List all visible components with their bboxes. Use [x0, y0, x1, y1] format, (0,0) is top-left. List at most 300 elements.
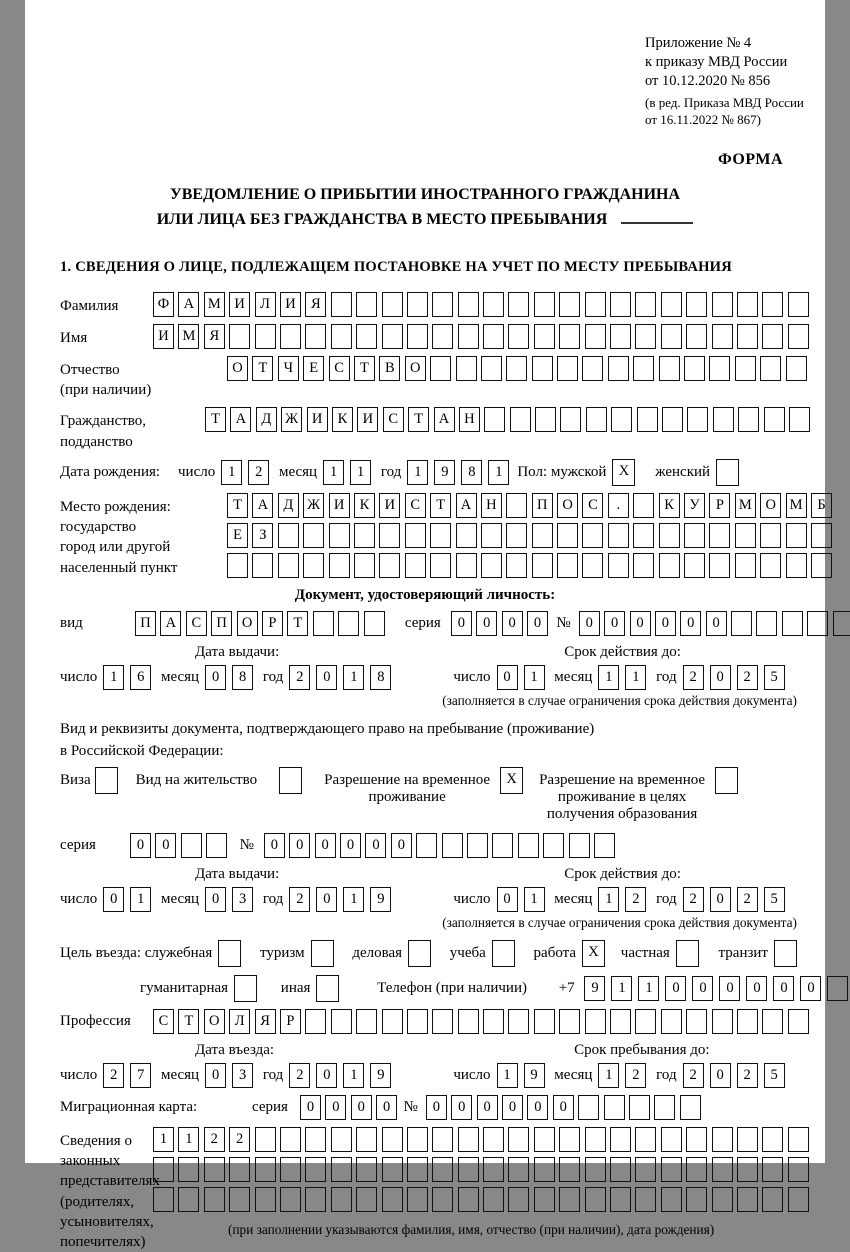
char-cell[interactable]: Р	[280, 1009, 301, 1034]
char-cell[interactable]	[760, 523, 781, 548]
char-cell[interactable]: 0	[451, 1095, 472, 1120]
char-cell[interactable]	[407, 1157, 428, 1182]
char-cell[interactable]	[635, 1157, 656, 1182]
char-cell[interactable]: 0	[155, 833, 176, 858]
char-cell[interactable]	[432, 1157, 453, 1182]
char-cell[interactable]	[709, 523, 730, 548]
char-cell[interactable]: 2	[204, 1127, 225, 1152]
char-cell[interactable]	[432, 324, 453, 349]
char-cell[interactable]	[712, 1157, 733, 1182]
char-cell[interactable]	[95, 767, 118, 794]
char-cell[interactable]	[382, 1009, 403, 1034]
char-cell[interactable]	[535, 407, 556, 432]
char-cell[interactable]: Б	[811, 493, 832, 518]
char-cell[interactable]: 1	[221, 460, 242, 485]
char-cell[interactable]	[255, 1187, 276, 1212]
char-cell[interactable]	[559, 324, 580, 349]
char-cell[interactable]	[586, 407, 607, 432]
char-cell[interactable]: 0	[365, 833, 386, 858]
char-cell[interactable]	[738, 407, 759, 432]
char-cell[interactable]	[712, 292, 733, 317]
char-cell[interactable]	[279, 767, 302, 794]
char-cell[interactable]	[534, 324, 555, 349]
char-cell[interactable]: М	[178, 324, 199, 349]
char-cell[interactable]: С	[186, 611, 207, 636]
char-cell[interactable]: 0	[719, 976, 740, 1001]
char-cell[interactable]: 0	[527, 611, 548, 636]
char-cell[interactable]	[483, 1009, 504, 1034]
char-cell[interactable]	[442, 833, 463, 858]
char-cell[interactable]	[684, 553, 705, 578]
char-cell[interactable]	[827, 976, 848, 1001]
char-cell[interactable]: Я	[204, 324, 225, 349]
char-cell[interactable]: 1	[103, 665, 124, 690]
char-cell[interactable]: 9	[584, 976, 605, 1001]
char-cell[interactable]: 1	[625, 665, 646, 690]
char-cell[interactable]	[456, 523, 477, 548]
char-cell[interactable]: И	[307, 407, 328, 432]
char-cell[interactable]	[585, 324, 606, 349]
char-cell[interactable]	[686, 1009, 707, 1034]
char-cell[interactable]	[153, 1187, 174, 1212]
char-cell[interactable]	[735, 523, 756, 548]
char-cell[interactable]: 8	[370, 665, 391, 690]
char-cell[interactable]	[604, 1095, 625, 1120]
char-cell[interactable]	[178, 1157, 199, 1182]
char-cell[interactable]: 2	[625, 887, 646, 912]
char-cell[interactable]	[786, 356, 807, 381]
char-cell[interactable]	[280, 1187, 301, 1212]
char-cell[interactable]: 0	[665, 976, 686, 1001]
char-cell[interactable]	[506, 553, 527, 578]
char-cell[interactable]	[788, 1009, 809, 1034]
char-cell[interactable]	[331, 1127, 352, 1152]
char-cell[interactable]: 0	[497, 665, 518, 690]
char-cell[interactable]	[483, 1187, 504, 1212]
char-cell[interactable]	[458, 324, 479, 349]
char-cell[interactable]	[559, 1157, 580, 1182]
char-cell[interactable]: И	[229, 292, 250, 317]
char-cell[interactable]	[379, 553, 400, 578]
char-cell[interactable]	[633, 523, 654, 548]
char-cell[interactable]	[458, 1009, 479, 1034]
char-cell[interactable]: Н	[459, 407, 480, 432]
char-cell[interactable]	[610, 324, 631, 349]
char-cell[interactable]	[303, 553, 324, 578]
char-cell[interactable]: Е	[227, 523, 248, 548]
char-cell[interactable]	[594, 833, 615, 858]
char-cell[interactable]: А	[434, 407, 455, 432]
char-cell[interactable]	[611, 407, 632, 432]
char-cell[interactable]	[311, 940, 334, 967]
char-cell[interactable]	[331, 1009, 352, 1034]
char-cell[interactable]	[676, 940, 699, 967]
char-cell[interactable]	[737, 1009, 758, 1034]
char-cell[interactable]	[354, 523, 375, 548]
char-cell[interactable]	[559, 292, 580, 317]
char-cell[interactable]	[305, 1187, 326, 1212]
char-cell[interactable]: 0	[502, 611, 523, 636]
char-cell[interactable]	[329, 553, 350, 578]
char-cell[interactable]: 0	[103, 887, 124, 912]
char-cell[interactable]: 2	[103, 1063, 124, 1088]
char-cell[interactable]	[255, 324, 276, 349]
char-cell[interactable]	[715, 767, 738, 794]
char-cell[interactable]	[382, 1157, 403, 1182]
char-cell[interactable]: М	[204, 292, 225, 317]
char-cell[interactable]	[557, 523, 578, 548]
char-cell[interactable]: 0	[391, 833, 412, 858]
char-cell[interactable]: И	[329, 493, 350, 518]
char-cell[interactable]: 0	[706, 611, 727, 636]
char-cell[interactable]: 1	[153, 1127, 174, 1152]
char-cell[interactable]: 1	[350, 460, 371, 485]
char-cell[interactable]	[762, 1187, 783, 1212]
char-cell[interactable]: 5	[764, 1063, 785, 1088]
char-cell[interactable]	[735, 553, 756, 578]
char-cell[interactable]	[407, 1187, 428, 1212]
char-cell[interactable]	[687, 407, 708, 432]
char-cell[interactable]: М	[786, 493, 807, 518]
char-cell[interactable]: 1	[488, 460, 509, 485]
char-cell[interactable]	[585, 292, 606, 317]
char-cell[interactable]	[585, 1009, 606, 1034]
char-cell[interactable]: Я	[255, 1009, 276, 1034]
char-cell[interactable]: О	[760, 493, 781, 518]
char-cell[interactable]	[483, 324, 504, 349]
char-cell[interactable]	[458, 1127, 479, 1152]
char-cell[interactable]: 1	[524, 665, 545, 690]
char-cell[interactable]	[316, 975, 339, 1002]
char-cell[interactable]	[483, 292, 504, 317]
char-cell[interactable]: 0	[579, 611, 600, 636]
char-cell[interactable]: 0	[130, 833, 151, 858]
char-cell[interactable]	[181, 833, 202, 858]
char-cell[interactable]	[680, 1095, 701, 1120]
char-cell[interactable]	[229, 324, 250, 349]
char-cell[interactable]	[506, 493, 527, 518]
char-cell[interactable]: 1	[323, 460, 344, 485]
char-cell[interactable]	[206, 833, 227, 858]
char-cell[interactable]: К	[659, 493, 680, 518]
char-cell[interactable]	[585, 1187, 606, 1212]
char-cell[interactable]: Д	[256, 407, 277, 432]
char-cell[interactable]: 0	[773, 976, 794, 1001]
char-cell[interactable]	[305, 324, 326, 349]
char-cell[interactable]	[737, 1187, 758, 1212]
char-cell[interactable]	[534, 292, 555, 317]
char-cell[interactable]: 1	[130, 887, 151, 912]
char-cell[interactable]: 0	[497, 887, 518, 912]
char-cell[interactable]	[432, 1187, 453, 1212]
char-cell[interactable]	[633, 553, 654, 578]
char-cell[interactable]	[382, 324, 403, 349]
char-cell[interactable]	[481, 523, 502, 548]
char-cell[interactable]: 0	[351, 1095, 372, 1120]
char-cell[interactable]: .	[608, 493, 629, 518]
char-cell[interactable]	[760, 356, 781, 381]
char-cell[interactable]: 1	[343, 887, 364, 912]
char-cell[interactable]: 2	[289, 665, 310, 690]
char-cell[interactable]	[760, 553, 781, 578]
char-cell[interactable]	[629, 1095, 650, 1120]
char-cell[interactable]: И	[357, 407, 378, 432]
char-cell[interactable]	[543, 833, 564, 858]
char-cell[interactable]: О	[237, 611, 258, 636]
char-cell[interactable]	[582, 553, 603, 578]
char-cell[interactable]	[610, 1187, 631, 1212]
char-cell[interactable]	[762, 1009, 783, 1034]
char-cell[interactable]	[534, 1009, 555, 1034]
char-cell[interactable]	[610, 292, 631, 317]
char-cell[interactable]	[635, 1127, 656, 1152]
char-cell[interactable]	[782, 611, 803, 636]
char-cell[interactable]	[484, 407, 505, 432]
char-cell[interactable]	[532, 553, 553, 578]
char-cell[interactable]	[833, 611, 850, 636]
char-cell[interactable]: Р	[262, 611, 283, 636]
char-cell[interactable]	[280, 1157, 301, 1182]
char-cell[interactable]	[762, 1157, 783, 1182]
char-cell[interactable]	[786, 553, 807, 578]
char-cell[interactable]: Ч	[278, 356, 299, 381]
char-cell[interactable]	[313, 611, 334, 636]
char-cell[interactable]: 0	[800, 976, 821, 1001]
char-cell[interactable]: 5	[764, 887, 785, 912]
char-cell[interactable]: А	[456, 493, 477, 518]
char-cell[interactable]	[534, 1127, 555, 1152]
char-cell[interactable]	[356, 1157, 377, 1182]
char-cell[interactable]	[774, 940, 797, 967]
char-cell[interactable]	[635, 1009, 656, 1034]
char-cell[interactable]: П	[135, 611, 156, 636]
char-cell[interactable]	[508, 1157, 529, 1182]
char-cell[interactable]: Т	[287, 611, 308, 636]
char-cell[interactable]	[483, 1157, 504, 1182]
char-cell[interactable]: 3	[232, 887, 253, 912]
char-cell[interactable]: Т	[430, 493, 451, 518]
char-cell[interactable]	[430, 523, 451, 548]
char-cell[interactable]	[661, 1127, 682, 1152]
char-cell[interactable]	[686, 324, 707, 349]
char-cell[interactable]: А	[160, 611, 181, 636]
char-cell[interactable]: 2	[737, 887, 758, 912]
char-cell[interactable]	[331, 1157, 352, 1182]
char-cell[interactable]	[506, 356, 527, 381]
char-cell[interactable]	[582, 356, 603, 381]
char-cell[interactable]	[458, 1187, 479, 1212]
char-cell[interactable]: 2	[289, 887, 310, 912]
char-cell[interactable]: И	[153, 324, 174, 349]
char-cell[interactable]	[510, 407, 531, 432]
char-cell[interactable]: 2	[289, 1063, 310, 1088]
char-cell[interactable]	[178, 1187, 199, 1212]
char-cell[interactable]	[661, 1157, 682, 1182]
char-cell[interactable]: 1	[343, 665, 364, 690]
char-cell[interactable]	[713, 407, 734, 432]
char-cell[interactable]	[458, 292, 479, 317]
char-cell[interactable]	[582, 523, 603, 548]
char-cell[interactable]: К	[354, 493, 375, 518]
char-cell[interactable]: 0	[630, 611, 651, 636]
char-cell[interactable]	[712, 1009, 733, 1034]
char-cell[interactable]: 1	[598, 1063, 619, 1088]
char-cell[interactable]: С	[405, 493, 426, 518]
char-cell[interactable]: 9	[370, 1063, 391, 1088]
char-cell[interactable]: Ф	[153, 292, 174, 317]
char-cell[interactable]	[229, 1157, 250, 1182]
char-cell[interactable]	[234, 975, 257, 1002]
char-cell[interactable]	[762, 324, 783, 349]
char-cell[interactable]: 2	[683, 887, 704, 912]
char-cell[interactable]: Т	[227, 493, 248, 518]
char-cell[interactable]	[684, 356, 705, 381]
char-cell[interactable]: Е	[303, 356, 324, 381]
char-cell[interactable]	[456, 356, 477, 381]
char-cell[interactable]	[608, 553, 629, 578]
char-cell[interactable]	[788, 324, 809, 349]
char-cell[interactable]	[432, 1009, 453, 1034]
char-cell[interactable]	[637, 407, 658, 432]
char-cell[interactable]: 0	[451, 611, 472, 636]
char-cell[interactable]	[532, 356, 553, 381]
char-cell[interactable]	[559, 1009, 580, 1034]
char-cell[interactable]	[811, 553, 832, 578]
char-cell[interactable]	[686, 1187, 707, 1212]
char-cell[interactable]	[807, 611, 828, 636]
char-cell[interactable]	[255, 1127, 276, 1152]
char-cell[interactable]	[481, 553, 502, 578]
char-cell[interactable]: 0	[316, 887, 337, 912]
char-cell[interactable]: 1	[638, 976, 659, 1001]
char-cell[interactable]	[764, 407, 785, 432]
char-cell[interactable]	[633, 356, 654, 381]
char-cell[interactable]: О	[227, 356, 248, 381]
char-cell[interactable]: 0	[655, 611, 676, 636]
char-cell[interactable]: С	[582, 493, 603, 518]
char-cell[interactable]	[331, 292, 352, 317]
char-cell[interactable]: 0	[710, 665, 731, 690]
char-cell[interactable]	[662, 407, 683, 432]
char-cell[interactable]	[508, 1127, 529, 1152]
char-cell[interactable]: Л	[229, 1009, 250, 1034]
char-cell[interactable]	[456, 553, 477, 578]
char-cell[interactable]	[492, 833, 513, 858]
char-cell[interactable]	[204, 1157, 225, 1182]
char-cell[interactable]	[610, 1127, 631, 1152]
char-cell[interactable]	[382, 292, 403, 317]
char-cell[interactable]: 2	[683, 665, 704, 690]
char-cell[interactable]	[762, 292, 783, 317]
char-cell[interactable]: 0	[527, 1095, 548, 1120]
char-cell[interactable]	[610, 1009, 631, 1034]
char-cell[interactable]: Я	[305, 292, 326, 317]
char-cell[interactable]	[534, 1187, 555, 1212]
char-cell[interactable]: К	[332, 407, 353, 432]
char-cell[interactable]: 0	[746, 976, 767, 1001]
char-cell[interactable]	[483, 1127, 504, 1152]
char-cell[interactable]	[737, 324, 758, 349]
char-cell[interactable]: 0	[300, 1095, 321, 1120]
char-cell[interactable]	[218, 940, 241, 967]
char-cell[interactable]	[329, 523, 350, 548]
char-cell[interactable]: 1	[497, 1063, 518, 1088]
char-cell[interactable]	[305, 1157, 326, 1182]
char-cell[interactable]: 7	[130, 1063, 151, 1088]
char-cell[interactable]: 0	[710, 887, 731, 912]
char-cell[interactable]	[610, 1157, 631, 1182]
char-cell[interactable]: 6	[130, 665, 151, 690]
char-cell[interactable]	[508, 324, 529, 349]
char-cell[interactable]: Т	[178, 1009, 199, 1034]
char-cell[interactable]: 0	[710, 1063, 731, 1088]
char-cell[interactable]	[731, 611, 752, 636]
char-cell[interactable]	[432, 1127, 453, 1152]
char-cell[interactable]	[305, 1009, 326, 1034]
char-cell[interactable]: З	[252, 523, 273, 548]
char-cell[interactable]	[204, 1187, 225, 1212]
char-cell[interactable]: 2	[737, 1063, 758, 1088]
char-cell[interactable]: 0	[316, 1063, 337, 1088]
char-cell[interactable]	[303, 523, 324, 548]
char-cell[interactable]	[762, 1127, 783, 1152]
char-cell[interactable]	[559, 1187, 580, 1212]
char-cell[interactable]	[252, 553, 273, 578]
char-cell[interactable]: А	[230, 407, 251, 432]
char-cell[interactable]: 0	[289, 833, 310, 858]
char-cell[interactable]	[356, 1009, 377, 1034]
char-cell[interactable]: 9	[434, 460, 455, 485]
char-cell[interactable]	[661, 292, 682, 317]
char-cell[interactable]: Н	[481, 493, 502, 518]
char-cell[interactable]	[788, 292, 809, 317]
char-cell[interactable]: И	[379, 493, 400, 518]
char-cell[interactable]: Т	[354, 356, 375, 381]
char-cell[interactable]	[686, 1157, 707, 1182]
char-cell[interactable]: 8	[232, 665, 253, 690]
char-cell[interactable]: 3	[232, 1063, 253, 1088]
char-cell[interactable]: Л	[255, 292, 276, 317]
char-cell[interactable]: С	[383, 407, 404, 432]
char-cell[interactable]	[788, 1187, 809, 1212]
char-cell[interactable]: 1	[598, 665, 619, 690]
char-cell[interactable]	[430, 356, 451, 381]
char-cell[interactable]: Т	[252, 356, 273, 381]
char-cell[interactable]	[659, 356, 680, 381]
char-cell[interactable]	[432, 292, 453, 317]
char-cell[interactable]	[338, 611, 359, 636]
char-cell[interactable]: Р	[709, 493, 730, 518]
char-cell[interactable]: И	[280, 292, 301, 317]
char-cell[interactable]: А	[252, 493, 273, 518]
char-cell[interactable]	[737, 1127, 758, 1152]
char-cell[interactable]	[280, 1127, 301, 1152]
char-cell[interactable]: Ж	[303, 493, 324, 518]
char-cell[interactable]	[635, 324, 656, 349]
char-cell[interactable]: X	[582, 940, 605, 967]
char-cell[interactable]	[737, 292, 758, 317]
char-cell[interactable]	[508, 1009, 529, 1034]
char-cell[interactable]: 0	[316, 665, 337, 690]
char-cell[interactable]	[789, 407, 810, 432]
char-cell[interactable]	[356, 324, 377, 349]
char-cell[interactable]	[557, 356, 578, 381]
char-cell[interactable]	[280, 324, 301, 349]
char-cell[interactable]: Т	[408, 407, 429, 432]
char-cell[interactable]	[407, 1127, 428, 1152]
char-cell[interactable]	[278, 553, 299, 578]
char-cell[interactable]	[661, 324, 682, 349]
